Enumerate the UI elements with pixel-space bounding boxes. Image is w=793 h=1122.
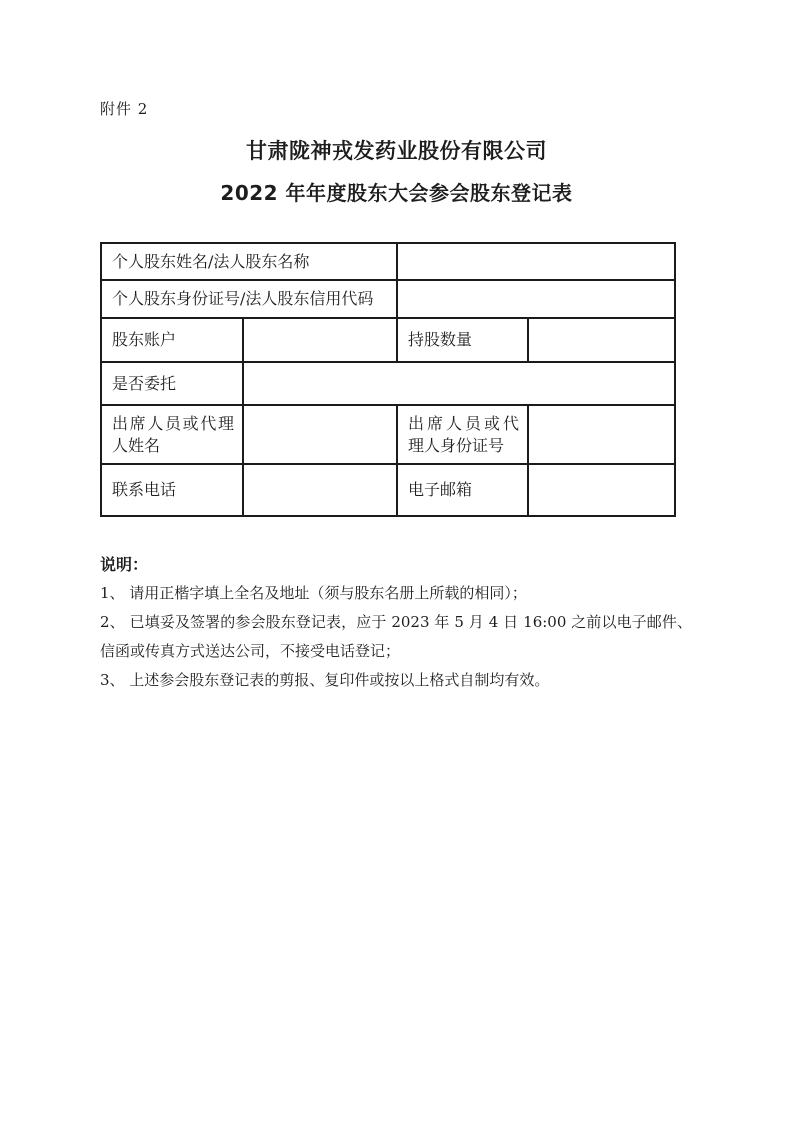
value-email xyxy=(528,464,675,516)
form-title: 2022 年年度股东大会参会股东登记表 xyxy=(220,181,573,205)
label-shareholder-account: 股东账户 xyxy=(101,318,243,362)
label-is-proxy: 是否委托 xyxy=(101,362,243,405)
table-row-account-and-shares xyxy=(101,318,675,362)
label-attendee-id: 出席人员或代理人身份证号 xyxy=(397,405,528,464)
label-shares-held: 持股数量 xyxy=(397,318,528,362)
table-row-attendee xyxy=(101,405,675,464)
value-shareholder-name xyxy=(397,243,675,280)
value-shareholder-id xyxy=(397,280,675,318)
note-item-3: 3、 上述参会股东登记表的剪报、复印件或按以上格式自制均有效。 xyxy=(100,671,550,689)
value-attendee-id xyxy=(528,405,675,464)
table-row-proxy-question xyxy=(101,362,675,405)
note-item-2: 2、 已填妥及签署的参会股东登记表，应于 2023 年 5 月 4 日 16:00 之前以电子邮件、信函或传真方式送达公司，不接受电话登记； xyxy=(100,613,692,660)
value-shareholder-account xyxy=(243,318,397,362)
label-phone: 联系电话 xyxy=(101,464,243,516)
label-attendee-name: 出席人员或代理人姓名 xyxy=(101,405,243,464)
label-email: 电子邮箱 xyxy=(397,464,528,516)
notes-heading: 说明： xyxy=(100,555,149,574)
table-row-contact xyxy=(101,464,675,516)
notes-section xyxy=(100,551,692,695)
table-row-shareholder-id xyxy=(101,280,675,318)
company-title: 甘肃陇神戎发药业股份有限公司 xyxy=(246,139,547,163)
note-item-1: 1、 请用正楷字填上全名及地址（须与股东名册上所载的相同）； xyxy=(100,584,527,602)
attachment-label: 附件 2 xyxy=(100,100,149,118)
label-shareholder-name: 个人股东姓名/法人股东名称 xyxy=(101,243,397,280)
value-phone xyxy=(243,464,397,516)
value-attendee-name xyxy=(243,405,397,464)
label-shareholder-id: 个人股东身份证号/法人股东信用代码 xyxy=(101,280,397,318)
value-is-proxy xyxy=(243,362,675,405)
registration-table xyxy=(100,242,676,517)
table-row-shareholder-name xyxy=(101,243,675,280)
value-shares-held xyxy=(528,318,675,362)
